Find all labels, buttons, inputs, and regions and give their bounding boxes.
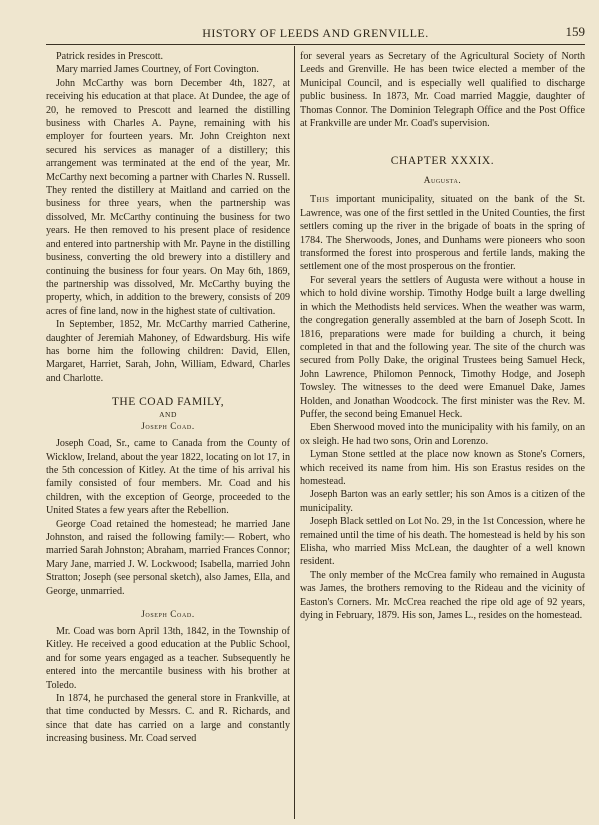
paragraph: In September, 1852, Mr. McCarthy married Catherine, daughter of Jeremiah Mahoney, of Edwardsburg. His wife has borne him the following children: David, Ellen, Margaret, Harriet, Sarah, John, William, Edward, Charles and Charlotte.	[46, 319, 290, 384]
paragraph: Mary married James Courtney, of Fort Covington.	[56, 64, 259, 76]
paragraph: The only member of the McCrea family who remained in Augusta was James, the brothers removing to the Rideau and the vicinity of Easton's Corners. Mr. McCrea reached the ripe old age of 92 years, dying in February, 1879. His son, James L., resides on the homestead.	[300, 569, 585, 622]
section-subheading: Joseph Coad.	[141, 609, 195, 620]
paragraph: For several years the settlers of Augusta were without a house in which to hold divine worship. Timothy Hodge built a large dwelling in which the Methodists held services. When the weather was warm, the congregation generally assembled at the barn of Joseph Scott. In 1816, preparations were made for building a church, it being completed in that and the following year. The site of the church was secured from Polly Dake, the original Trustees being Samuel Heck, John Lawrence, Philomon Pennock, Timothy Hodge, and Joseph Towsley. The witnesses to the deed were Emanuel Dake, James Holden, and Jonathan Woodcock. The first minister was the Rev. M. Puffer, the second being Emanuel Heck.	[300, 274, 585, 420]
lead-word: This	[310, 194, 330, 206]
running-head	[46, 26, 585, 45]
paragraph: Joseph Barton was an early settler; his son Amos is a citizen of the municipality.	[300, 489, 585, 514]
right-column	[300, 50, 585, 819]
paragraph: George Coad retained the homestead; he married Jane Johnston, and raised the following family:— Robert, who married Sarah Johnston; Abraham, married Frances Connor; Mary Jane, married J. W. Lockwood; Isabella, married John Stratton; Joseph (see personal sketch), also James, Ella, and George, unmarried.	[46, 518, 290, 597]
column-rule	[294, 46, 295, 819]
paragraph: Mr. Coad was born April 13th, 1842, in the Township of Kitley. He received a good education at the Public School, and for some years engaged as a teacher. Subsequently he entered into the mercantile business with his brother at Toledo.	[46, 626, 290, 691]
paragraph: Joseph Coad, Sr., came to Canada from the County of Wicklow, Ireland, about the year 1822, locating on lot 17, in the 5th concession of Kitley. At the time of his arrival his family consisted of four members. Mr. Coad and his children, with the exception of George, proceeded to the United States a few years after the Rebellion.	[46, 438, 290, 517]
section-heading-and: AND	[159, 410, 177, 420]
page-number: 159	[565, 24, 585, 39]
running-title: HISTORY OF LEEDS AND GRENVILLE.	[202, 26, 429, 40]
text-columns	[46, 50, 585, 819]
paragraph: Lyman Stone settled at the place now known as Stone's Corners, which received its name from him. His son Erastus resides on the homestead.	[300, 449, 585, 487]
section-subheading: Joseph Coad.	[141, 421, 195, 432]
chapter-subheading: Augusta.	[423, 175, 462, 186]
chapter-heading: CHAPTER XXXIX.	[390, 155, 495, 168]
paragraph: Patrick resides in Prescott.	[56, 51, 164, 62]
paragraph: for several years as Secretary of the Agricultural Society of North Leeds and Grenville. He has been twice elected a member of the Municipal Council, and is especially well qualified to discharge public business. In 1873, Mr. Coad married Maggie, daughter of Thomas Connor. The Dominion Telegraph Office and the Post Office at Frankville are under Mr. Coad's supervision.	[300, 51, 585, 130]
paragraph: Eben Sherwood moved into the municipality with his family, on an ox sleigh. He had two sons, Orin and Lorenzo.	[300, 422, 585, 447]
paragraph: John McCarthy was born December 4th, 1827, at receiving his education at that place. At Dundee, the age of 20, he removed to Prescott and learned the distilling business with Charles A. Payne, remaining with his employer for fourteen years. Mr. John Creighton next secured his services as manager of a distillery; this arrangement was terminated at the end of the year, Mr. McCarthy next becoming a partner with Charles N. Russell. They rented the distillery at Maitland and carried on the business for three years, when the partnership was dissolved, Mr. McCarthy continuing the business for two years. He then removed to his present place of residence and entered into partnership with Mr. Payne in the distilling business, converting the old brewery into a distillery and continuing the business for four years. On May 6th, 1869, the partnership was dissolved, Mr. McCarthy buying the property, which, in addition to the brewery, consists of 209 acres of fine land, now in the highest state of cultivation.	[46, 77, 290, 317]
paragraph-text: important municipality, situated on the bank of the St. Lawrence, was one of the first settled in the United Counties, the first settlers coming up the river in the brigade of boats in the spring of 1784. The Sherwoods, Jones, and Dunhams were pioneers who soon transformed the forest into prosperous and fertile lands, making the settlement one of the most prosperous on the frontier.	[300, 194, 585, 273]
left-column	[46, 50, 290, 819]
section-heading: THE COAD FAMILY,	[111, 396, 225, 409]
paragraph: Joseph Black settled on Lot No. 29, in the 1st Concession, where he remained until the time of his death. The homestead is held by his son Elisha, who married Miss McLean, the daughter of a well known resident.	[300, 516, 585, 568]
paragraph	[300, 193, 585, 273]
paragraph: In 1874, he purchased the general store in Frankville, at that time conducted by Messrs. C. and R. Richards, and since that date has carried on a large and constantly increasing business. Mr. Coad served	[46, 693, 290, 745]
